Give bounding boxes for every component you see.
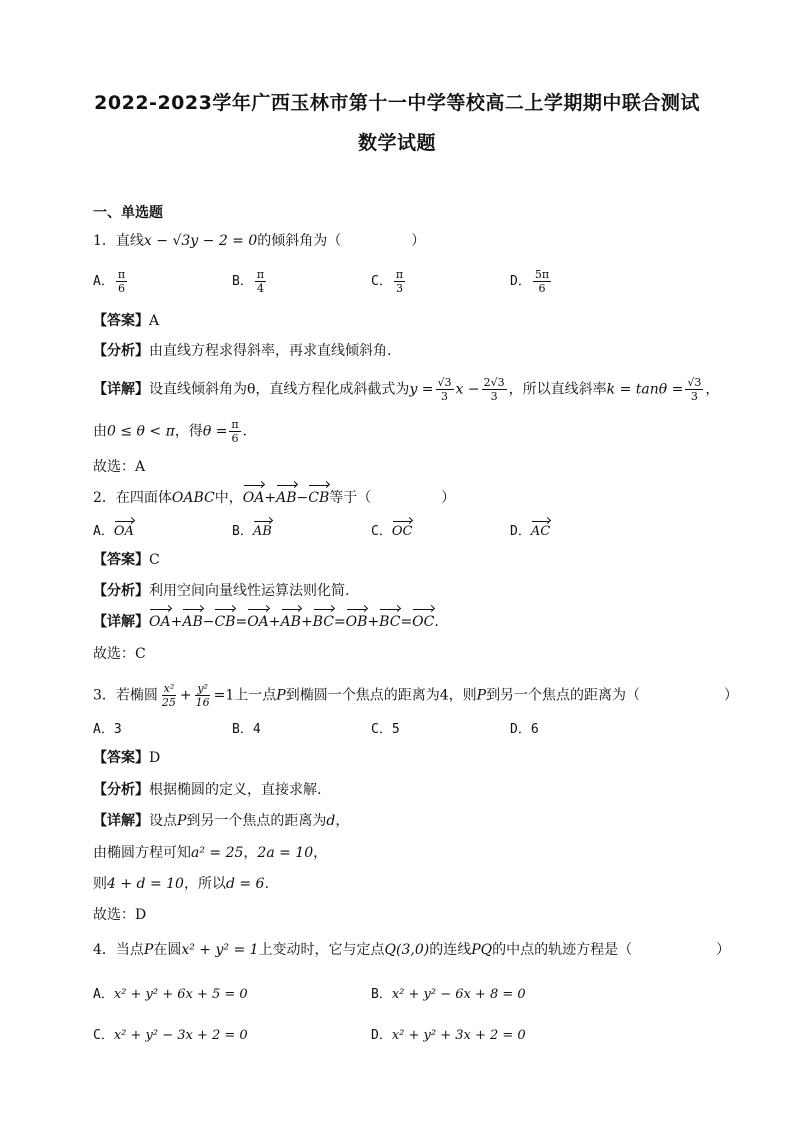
q2-detail	[93, 612, 439, 632]
q4-option-c-label: C．	[93, 1028, 114, 1043]
q3-detail-c: ，	[335, 813, 350, 829]
q3-option-a-label: A．	[93, 722, 114, 737]
q3-eq-rhs: =1	[213, 687, 235, 704]
q1-detail-eq2: k = tanθ =	[606, 381, 684, 398]
q2-vec-3: CB	[308, 490, 330, 506]
q3-line3-c: .	[264, 876, 269, 892]
q1-detail-line2-res: θ =	[202, 423, 228, 440]
q2-option-b-label: B．	[232, 524, 253, 539]
q3-line2-eq2: 2a = 10	[257, 845, 314, 861]
q2-detail-vector: OA	[247, 614, 269, 630]
q1-answer-tag: 【答案】	[93, 313, 149, 329]
q1-detail-frac2-num: 2√3	[483, 376, 505, 389]
q3-option-b-label: B．	[232, 722, 253, 737]
q1-option-a	[93, 268, 129, 295]
q4-option-a-label: A．	[93, 987, 114, 1002]
q1-option-b-fraction	[255, 268, 266, 295]
q3-mid-2: 到椭圆一个焦点的距离为	[285, 687, 440, 704]
q3-line2-c: ，	[313, 845, 328, 861]
q1-detail-frac2	[482, 376, 507, 403]
q4-mid-2: 上变动时，它与定点	[258, 942, 385, 958]
q2-detail-expression	[149, 614, 434, 630]
q4-suffix: 的中点的轨迹方程是（ ）	[492, 942, 731, 958]
q1-detail-frac2-den: 3	[490, 390, 498, 403]
q3-distance: 4	[439, 687, 449, 704]
q3-detail-line1	[93, 811, 349, 831]
q1-equation: x − √3y − 2 = 0	[143, 233, 258, 249]
q1-detail-frac3-num: √3	[687, 376, 702, 389]
q4-option-d-label: D．	[371, 1028, 392, 1043]
q4-option-a	[93, 983, 248, 1002]
q3-detail-point-p: P	[177, 813, 187, 829]
q1-detail-line2-a: 由	[93, 423, 107, 440]
q3-line2-a: 由椭圆方程可知	[93, 845, 191, 861]
q4-segment-pq: PQ	[471, 942, 493, 958]
q1-option-a-den: 6	[117, 282, 125, 295]
q3-frac-2-num: y²	[197, 682, 208, 695]
q2-vec-2: AB	[276, 490, 297, 506]
q1-option-c-fraction	[394, 268, 405, 295]
q3-line3-b: ，所以	[183, 876, 226, 892]
q4-option-b	[371, 983, 526, 1002]
q2-option-c-vec: OC	[391, 524, 413, 539]
q3-detail-d: d	[326, 813, 336, 829]
q1-detail-text-a: 设直线倾斜角为θ，直线方程化成斜截式为	[149, 381, 410, 398]
q1-option-b	[232, 268, 268, 295]
q2-middle: 中，	[214, 490, 243, 506]
q1-detail-frac3-den: 3	[690, 390, 698, 403]
q1-detail-eq1-lhs: y =	[409, 381, 434, 398]
q1-option-c	[371, 268, 407, 295]
q2-stem	[93, 488, 455, 508]
q2-suffix: 等于（ ）	[329, 490, 456, 506]
q3-option-a-value: 3	[113, 722, 122, 737]
q4-option-b-label: B．	[371, 987, 392, 1002]
q3-frac-1-den: 25	[161, 696, 176, 709]
q2-option-d-vec: AC	[530, 524, 551, 539]
q3-conclusion: 故选：D	[93, 907, 147, 923]
q3-line2-eq1: a² = 25	[191, 845, 244, 861]
q3-line2-b: ，	[243, 845, 258, 861]
q2-detail-operator: +	[268, 614, 281, 630]
q3-analysis-tag: 【分析】	[93, 782, 149, 798]
q2-option-a	[93, 520, 134, 539]
q3-option-b	[232, 718, 261, 737]
q1-stem	[93, 231, 425, 251]
q3-option-c-value: 5	[391, 722, 400, 737]
q2-detail-vector: BC	[379, 614, 401, 630]
q4-option-b-eq: x² + y² − 6x + 8 = 0	[391, 987, 526, 1002]
q2-detail-end: .	[434, 614, 439, 630]
q1-option-b-den: 4	[256, 282, 264, 295]
q4-mid-1: 在圆	[153, 942, 182, 958]
q1-option-c-den: 3	[395, 282, 403, 295]
q3-option-b-value: 4	[252, 722, 261, 737]
q1-analysis-text: 由直线方程求得斜率，再求直线倾斜角.	[149, 343, 392, 359]
q3-plus: +	[179, 687, 192, 704]
document-subtitle: 数学试题	[357, 132, 436, 154]
q3-detail-b: 到另一个焦点的距离为	[186, 813, 327, 829]
q3-line3-a: 则	[93, 876, 107, 892]
q3-detail-line3	[93, 874, 269, 894]
q2-detail-operator: +	[170, 614, 183, 630]
q2-answer	[93, 550, 160, 570]
q1-analysis-tag: 【分析】	[93, 343, 149, 359]
q1-detail-line2-frac	[229, 418, 240, 445]
q2-option-d-label: D．	[510, 524, 531, 539]
q1-detail-frac1-den: 3	[441, 390, 449, 403]
q2-answer-value: C	[149, 552, 160, 568]
q3-detail-a: 设点	[149, 813, 177, 829]
q3-prefix: 3．若椭圆	[93, 687, 158, 704]
q1-detail-frac3	[685, 376, 703, 403]
q3-option-d-label: D．	[510, 722, 531, 737]
q1-detail-frac1-num: √3	[437, 376, 452, 389]
q2-detail-vector: OC	[412, 614, 435, 630]
q2-conclusion: 故选：C	[93, 646, 146, 662]
q2-op-2: −	[296, 490, 309, 506]
q4-option-c	[93, 1024, 248, 1043]
q1-option-b-num: π	[256, 268, 265, 281]
q3-stem	[93, 682, 738, 709]
q4-stem	[93, 940, 730, 960]
q3-suffix: 到另一个焦点的距离为（ ）	[486, 687, 739, 704]
q2-option-c	[371, 520, 412, 539]
q3-line3-eq2: d = 6	[225, 876, 265, 892]
q2-detail-operator: =	[235, 614, 248, 630]
q4-circle-eq: x² + y² = 1	[181, 942, 259, 958]
q3-frac-2	[194, 682, 212, 709]
q4-point-p: P	[143, 942, 154, 958]
q1-answer-value: A	[149, 313, 160, 329]
q2-op-1: +	[264, 490, 277, 506]
document-title: 2022-2023学年广西玉林市第十一中学等校高二上学期期中联合测试	[94, 92, 700, 114]
section-heading: 一、单选题	[93, 205, 163, 221]
q3-frac-1	[160, 682, 178, 709]
q4-option-d	[371, 1024, 526, 1043]
q1-prefix: 1．直线	[93, 233, 144, 249]
q1-option-a-label: A．	[93, 274, 114, 289]
q2-detail-operator: −	[202, 614, 215, 630]
q1-detail-frac1	[436, 376, 454, 403]
q1-detail-line2-num: π	[231, 418, 239, 431]
q2-option-c-label: C．	[371, 524, 392, 539]
q1-detail-line2-eq: 0 ≤ θ < π	[107, 423, 175, 440]
q2-detail-vector: CB	[214, 614, 236, 630]
q1-detail-text-c: ，	[705, 381, 720, 398]
q1-detail-eq1-mid: x −	[455, 381, 480, 398]
q1-option-d-label: D．	[510, 274, 531, 289]
q1-detail-text-b: ，所以直线斜率	[508, 381, 607, 398]
q1-suffix: 的倾斜角为（ ）	[257, 233, 426, 249]
q3-analysis-text: 根据椭圆的定义，直接求解.	[149, 782, 322, 798]
q2-vec-1: OA	[242, 490, 265, 506]
q2-option-d	[510, 520, 550, 539]
q3-answer	[93, 748, 160, 768]
q3-detail-line2	[93, 843, 327, 863]
q2-option-a-label: A．	[93, 524, 114, 539]
q1-option-a-fraction	[116, 268, 127, 295]
q1-detail-tag: 【详解】	[93, 381, 149, 398]
q3-frac-2-den: 16	[195, 696, 210, 709]
q1-option-d-num: 5π	[534, 268, 550, 281]
q2-detail-operator: =	[400, 614, 413, 630]
q4-option-d-eq: x² + y² + 3x + 2 = 0	[391, 1028, 526, 1043]
q2-answer-tag: 【答案】	[93, 552, 149, 568]
q2-option-b	[232, 520, 272, 539]
q4-option-c-eq: x² + y² − 3x + 2 = 0	[113, 1028, 248, 1043]
q1-option-b-label: B．	[232, 274, 253, 289]
q1-option-d	[510, 268, 553, 295]
q1-detail-line2-end: .	[242, 423, 248, 440]
q1-answer	[93, 311, 159, 331]
q3-option-d-value: 6	[530, 722, 539, 737]
q4-option-a-eq: x² + y² + 6x + 5 = 0	[113, 987, 248, 1002]
q3-mid-3: ，则	[448, 687, 477, 704]
q4-mid-3: 的连线	[429, 942, 472, 958]
q1-detail-line2-den: 6	[231, 432, 239, 445]
q4-prefix: 4．当点	[93, 942, 144, 958]
q2-analysis-tag: 【分析】	[93, 583, 149, 599]
q3-answer-tag: 【答案】	[93, 750, 149, 766]
q2-option-b-vec: AB	[252, 524, 272, 539]
q2-option-a-vec: OA	[113, 524, 134, 539]
q1-option-d-den: 6	[538, 282, 546, 295]
q3-detail-tag: 【详解】	[93, 813, 149, 829]
q2-detail-operator: =	[333, 614, 346, 630]
q2-detail-vector: AB	[280, 614, 301, 630]
q2-detail-operator: +	[300, 614, 313, 630]
q2-analysis	[93, 581, 349, 601]
q2-analysis-text: 利用空间向量线性运算法则化简.	[149, 583, 350, 599]
q2-prefix: 2．在四面体	[93, 490, 172, 506]
q2-solid-name: OABC	[171, 490, 215, 506]
q2-detail-vector: BC	[312, 614, 334, 630]
q3-frac-1-num: x²	[163, 682, 175, 695]
q1-option-d-fraction	[533, 268, 551, 295]
q1-detail-line2-b: ，得	[174, 423, 203, 440]
q3-point-p: P	[276, 687, 286, 704]
q3-option-c	[371, 718, 400, 737]
q3-mid-1: 上一点	[234, 687, 277, 704]
q1-option-c-num: π	[395, 268, 404, 281]
q1-option-a-num: π	[117, 268, 126, 281]
q3-answer-value: D	[149, 750, 161, 766]
q1-detail-line2	[93, 418, 247, 445]
q4-point-q: Q(3,0)	[384, 942, 430, 958]
q1-analysis	[93, 341, 391, 361]
q3-line3-eq1: 4 + d = 10	[107, 876, 184, 892]
q2-detail-vector: OA	[149, 614, 171, 630]
q1-conclusion: 故选：A	[93, 459, 146, 475]
q2-detail-vector: OB	[345, 614, 368, 630]
q1-option-c-label: C．	[371, 274, 392, 289]
q3-option-c-label: C．	[371, 722, 392, 737]
q3-analysis	[93, 780, 321, 800]
q2-detail-tag: 【详解】	[93, 614, 149, 630]
q3-option-d	[510, 718, 539, 737]
q2-detail-operator: +	[367, 614, 380, 630]
q3-point-p-2: P	[476, 687, 487, 704]
q3-option-a	[93, 718, 122, 737]
q2-detail-vector: AB	[182, 614, 203, 630]
q1-detail-line1	[93, 376, 719, 403]
